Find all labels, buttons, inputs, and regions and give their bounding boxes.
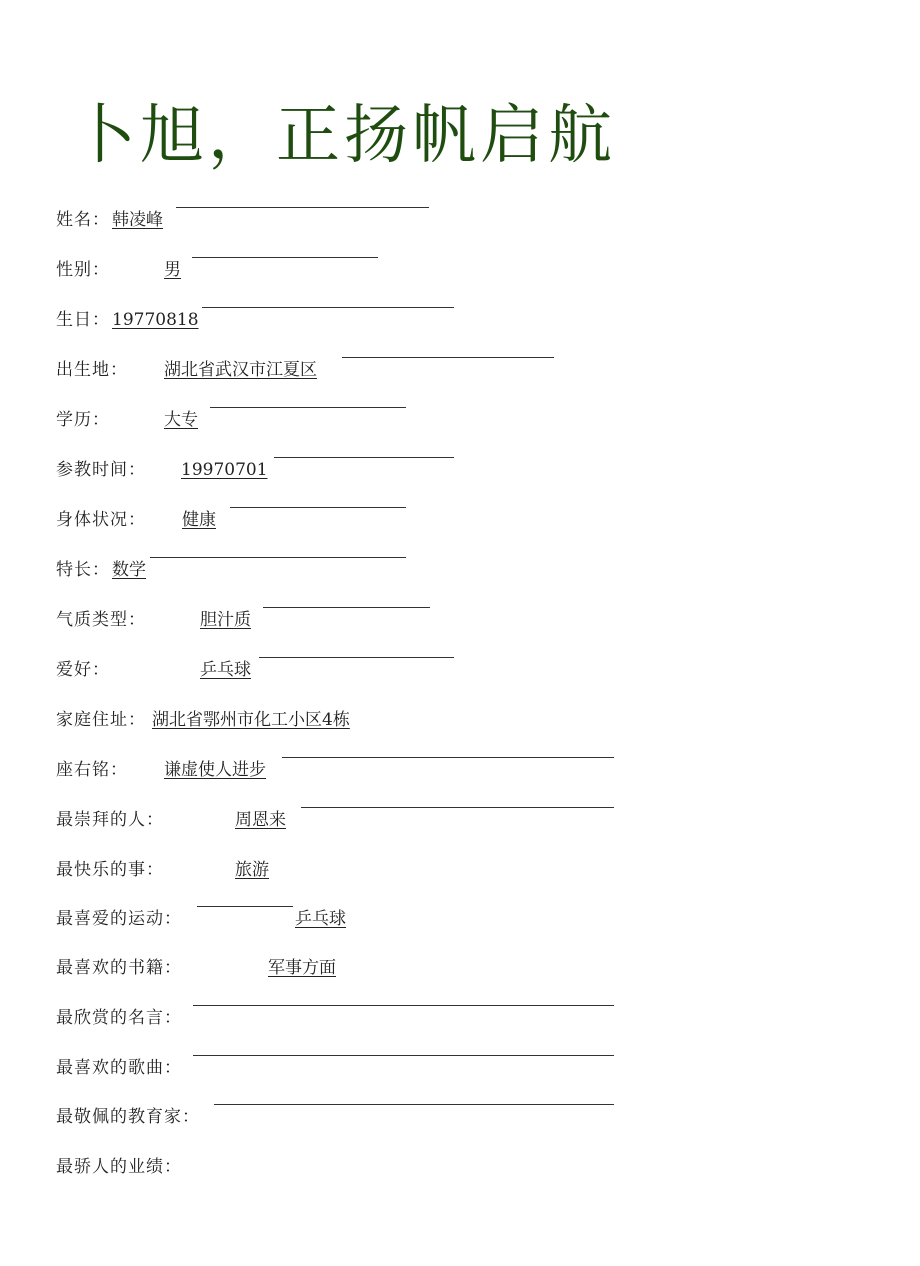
blank-line [259, 657, 454, 658]
field-value: 谦虚使人进步 [164, 760, 266, 780]
blank-line [263, 607, 430, 608]
field-value: 乒乓球 [295, 909, 346, 929]
field-value: 大专 [164, 410, 198, 430]
field-label: 出生地： [56, 360, 128, 380]
blank-line [210, 407, 406, 408]
field-label: 家庭住址： [56, 710, 146, 730]
blank-line [202, 307, 454, 308]
field-label: 座右铭： [56, 760, 128, 780]
field-label: 最敬佩的教育家： [56, 1107, 200, 1127]
field-label: 最崇拜的人： [56, 810, 164, 830]
blank-line [274, 457, 454, 458]
field-value: 韩凌峰 [112, 210, 163, 230]
blank-line [214, 1104, 614, 1105]
blank-line [192, 257, 378, 258]
field-label: 最喜欢的书籍： [56, 958, 182, 978]
field-value: 军事方面 [268, 958, 336, 978]
field-label: 爱好： [56, 660, 110, 680]
field-value: 数学 [112, 560, 146, 580]
field-label: 气质类型： [56, 610, 146, 630]
blank-line [193, 1055, 614, 1056]
field-value: 19770818 [112, 310, 199, 330]
field-value: 男 [164, 260, 181, 280]
blank-line [193, 1005, 614, 1006]
blank-line [342, 357, 554, 358]
field-label: 生日： [56, 310, 110, 330]
field-value: 周恩来 [235, 810, 286, 830]
blank-line [301, 807, 614, 808]
blank-line [230, 507, 406, 508]
field-label: 参教时间： [56, 460, 146, 480]
field-value: 旅游 [235, 860, 269, 880]
field-value: 健康 [182, 510, 216, 530]
field-label: 性别： [56, 260, 110, 280]
field-label: 特长： [56, 560, 110, 580]
field-label: 最喜爱的运动： [56, 909, 182, 929]
field-label: 姓名： [56, 210, 110, 230]
blank-line [176, 207, 429, 208]
page-title: 卜旭，正扬帆启航 [72, 99, 616, 173]
field-value: 湖北省武汉市江夏区 [164, 360, 317, 380]
blank-line [282, 757, 614, 758]
blank-line [197, 906, 293, 907]
field-label: 最欣赏的名言： [56, 1008, 182, 1028]
field-label: 身体状况： [56, 510, 146, 530]
field-value: 湖北省鄂州市化工小区4栋 [152, 710, 350, 730]
field-label: 最快乐的事： [56, 860, 164, 880]
field-value: 乒乓球 [200, 660, 251, 680]
field-value: 胆汁质 [200, 610, 251, 630]
field-label: 最喜欢的歌曲： [56, 1058, 182, 1078]
field-value: 19970701 [181, 460, 268, 480]
field-label: 学历： [56, 410, 110, 430]
blank-line [150, 557, 406, 558]
field-label: 最骄人的业绩： [56, 1157, 182, 1177]
